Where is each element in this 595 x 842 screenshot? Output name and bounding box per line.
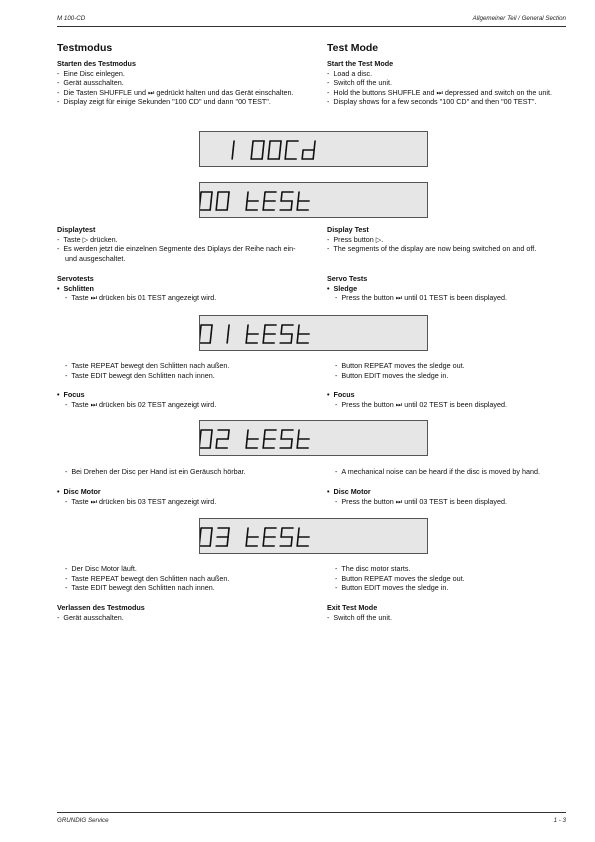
lcd-char	[263, 430, 276, 448]
en-display-heading: Display Test	[327, 225, 369, 234]
lcd-segment	[263, 334, 264, 343]
de-motor-results	[57, 564, 303, 593]
en-focus-result	[327, 467, 567, 477]
list-item: - Button EDIT moves the sledge in.	[335, 583, 449, 592]
list-item: - Button REPEAT moves the sledge out.	[335, 361, 465, 370]
lcd-segment	[228, 192, 229, 201]
lcd-segment	[263, 439, 264, 448]
en-intro	[327, 42, 567, 107]
list-item: - Press button ▷.	[327, 234, 384, 244]
lcd-segment	[246, 537, 247, 546]
lcd-segment	[291, 439, 292, 448]
lcd-display-100cd	[199, 131, 428, 167]
lcd-segment	[227, 334, 228, 343]
list-item: - Gerät ausschalten.	[57, 78, 124, 87]
de-focus	[57, 390, 303, 409]
list-item: - Taste EDIT bewegt den Schlitten nach innen.	[65, 370, 215, 380]
lcd-display-02-test	[199, 420, 428, 456]
lcd-segment	[291, 201, 292, 210]
lcd-display-03-test	[199, 518, 428, 554]
bullet-item: • Schlitten	[57, 283, 94, 293]
en-servo	[327, 274, 567, 303]
lcd-segment	[247, 430, 248, 439]
lcd-char	[263, 528, 276, 546]
list-item: - Press the button ⏭ until 01 TEST is been displayed.	[335, 293, 508, 302]
lcd-segment	[263, 201, 264, 210]
lcd-segment	[298, 430, 299, 439]
de-focus-result	[57, 467, 303, 477]
lcd-char	[246, 528, 258, 546]
en-servo-heading: Servo Tests	[327, 274, 368, 283]
lcd-segment	[313, 150, 314, 159]
en-motor-results	[327, 564, 567, 593]
page-header	[57, 14, 566, 27]
lcd-char	[280, 430, 293, 448]
de-motor	[57, 487, 303, 506]
lcd-segment	[298, 192, 299, 201]
list-item: - Press the button ⏭ until 03 TEST is been displayed.	[335, 496, 508, 506]
lcd-segment	[211, 325, 212, 334]
lcd-segment	[210, 201, 211, 210]
lcd-char	[263, 325, 276, 343]
lcd-segment	[281, 325, 282, 334]
lcd-segment	[233, 141, 234, 150]
lcd-segment	[268, 150, 269, 159]
en-display-test	[327, 225, 567, 254]
lcd-segment	[216, 201, 217, 210]
list-item: - Button EDIT moves the sledge in.	[335, 370, 449, 380]
lcd-segment	[200, 192, 201, 201]
lcd-segment	[216, 439, 217, 448]
list-item: - Taste ▷ drücken.	[57, 234, 118, 244]
lcd-digits	[200, 421, 429, 457]
lcd-segment	[297, 537, 298, 546]
list-item: - Es werden jetzt die einzelnen Segmente des Diplays der Reihe nach ein- und ausgeschaltet.	[57, 244, 296, 263]
en-exit	[327, 603, 567, 622]
lcd-segment	[228, 528, 229, 537]
en-focus	[327, 390, 567, 409]
lcd-segment	[281, 528, 282, 537]
lcd-digits	[200, 316, 429, 352]
list-item: - Taste ⏭ drücken bis 02 TEST angezeigt wird.	[65, 399, 217, 409]
lcd-segment	[211, 430, 212, 439]
lcd-segment	[281, 192, 282, 201]
list-item: - Taste REPEAT bewegt den Schlitten nach außen.	[65, 573, 230, 583]
bullet-item: • Disc Motor	[327, 487, 371, 496]
list-item: - Button REPEAT moves the sledge out.	[335, 573, 465, 583]
de-exit	[57, 603, 303, 622]
lcd-char	[216, 430, 229, 448]
list-item: - Load a disc.	[327, 68, 373, 78]
lcd-segment	[228, 325, 229, 334]
lcd-char	[246, 192, 258, 210]
section-label: Allgemeiner Teil / General Section	[472, 15, 566, 22]
lcd-segment	[246, 334, 247, 343]
lcd-char	[232, 141, 234, 159]
lcd-char	[227, 325, 229, 343]
brand-label: GRUNDIG Service	[57, 817, 109, 824]
lcd-char	[297, 528, 309, 546]
lcd-digits	[200, 132, 429, 168]
de-display-test	[57, 225, 303, 263]
list-item: - Display shows for a few seconds "100 CD" and then "00 TEST".	[327, 97, 537, 106]
lcd-char	[285, 141, 298, 159]
lcd-segment	[210, 439, 211, 448]
list-item: - A mechanical noise can be heard if the disc is moved by hand.	[335, 467, 540, 476]
lcd-char	[200, 192, 212, 210]
lcd-segment	[264, 192, 265, 201]
list-item: - Eine Disc einlegen.	[57, 68, 125, 78]
lcd-segment	[232, 150, 233, 159]
de-exit-heading: Verlassen des Testmodus	[57, 603, 145, 612]
list-item: - Taste ⏭ drücken bis 03 TEST angezeigt wird.	[65, 496, 217, 506]
lcd-segment	[210, 334, 211, 343]
model-label: M 100-CD	[57, 15, 86, 22]
lcd-segment	[263, 537, 264, 546]
lcd-segment	[302, 150, 303, 159]
lcd-segment	[251, 150, 252, 159]
lcd-segment	[200, 325, 201, 334]
lcd-display-01-test	[199, 315, 428, 351]
lcd-char	[297, 192, 309, 210]
de-sledge-results	[57, 361, 303, 380]
lcd-segment	[264, 528, 265, 537]
de-start-heading: Starten des Testmodus	[57, 59, 136, 68]
lcd-segment	[281, 430, 282, 439]
list-item: - Taste EDIT bewegt den Schlitten nach innen.	[65, 583, 215, 592]
list-item: - Die Tasten SHUFFLE und ⏭ gedrückt halten und das Gerät einschalten.	[57, 87, 294, 97]
en-start-heading: Start the Test Mode	[327, 59, 394, 68]
lcd-char	[280, 192, 293, 210]
lcd-char	[200, 430, 212, 448]
lcd-segment	[211, 528, 212, 537]
bullet-item: • Disc Motor	[57, 487, 101, 496]
bullet-item: • Focus	[57, 390, 85, 399]
lcd-digits	[200, 519, 429, 555]
list-item: - Display zeigt für einige Sekunden "100 CD" und dann "00 TEST".	[57, 97, 271, 106]
de-display-heading: Displaytest	[57, 225, 96, 234]
bullet-item: • Sledge	[327, 283, 358, 293]
lcd-segment	[298, 325, 299, 334]
lcd-char	[280, 325, 293, 343]
lcd-segment	[286, 141, 287, 150]
lcd-char	[200, 325, 212, 343]
lcd-segment	[291, 537, 292, 546]
lcd-segment	[200, 430, 201, 439]
lcd-segment	[217, 192, 218, 201]
lcd-char	[246, 430, 258, 448]
list-item: - The segments of the display are now being switched on and off.	[327, 244, 537, 253]
lcd-digits	[200, 183, 429, 219]
lcd-segment	[314, 141, 315, 150]
lcd-segment	[228, 430, 229, 439]
list-item: - Taste ⏭ drücken bis 01 TEST angezeigt wird.	[65, 293, 217, 302]
de-intro	[57, 42, 303, 107]
lcd-segment	[285, 150, 286, 159]
list-item: - The disc motor starts.	[335, 564, 411, 573]
lcd-segment	[298, 528, 299, 537]
lcd-segment	[279, 150, 280, 159]
lcd-segment	[247, 192, 248, 201]
lcd-segment	[297, 201, 298, 210]
lcd-segment	[291, 334, 292, 343]
lcd-segment	[227, 201, 228, 210]
lcd-segment	[297, 334, 298, 343]
lcd-segment	[247, 528, 248, 537]
list-item: - Taste REPEAT bewegt den Schlitten nach außen.	[65, 361, 230, 370]
list-item: - Der Disc Motor läuft.	[65, 564, 137, 573]
page-footer	[57, 812, 566, 827]
lcd-char	[200, 528, 212, 546]
lcd-segment	[211, 192, 212, 201]
de-title: Testmodus	[57, 42, 113, 54]
lcd-segment	[297, 439, 298, 448]
list-item: - Bei Drehen der Disc per Hand ist ein Geräusch hörbar.	[65, 467, 246, 476]
lcd-segment	[200, 528, 201, 537]
page-number: 1 - 3	[553, 817, 566, 824]
lcd-segment	[280, 141, 281, 150]
lcd-char	[297, 430, 309, 448]
lcd-segment	[262, 150, 263, 159]
lcd-char	[263, 192, 276, 210]
en-sledge-results	[327, 361, 567, 380]
list-item: - Hold the buttons SHUFFLE and ⏭ depressed and switch on the unit.	[327, 87, 553, 97]
lcd-segment	[263, 141, 264, 150]
de-servo	[57, 274, 303, 303]
lcd-char	[268, 141, 281, 159]
lcd-segment	[264, 430, 265, 439]
en-exit-heading: Exit Test Mode	[327, 603, 378, 612]
lcd-char	[246, 325, 258, 343]
lcd-segment	[269, 141, 270, 150]
list-item: - Press the button ⏭ until 02 TEST is been displayed.	[335, 399, 508, 409]
en-motor	[327, 487, 567, 506]
lcd-char	[280, 528, 293, 546]
lcd-segment	[227, 537, 228, 546]
list-item: - Switch off the unit.	[327, 78, 392, 87]
en-title: Test Mode	[327, 42, 379, 54]
list-item: - Gerät ausschalten.	[57, 612, 124, 622]
lcd-char	[297, 325, 309, 343]
de-servo-heading: Servotests	[57, 274, 94, 283]
lcd-segment	[246, 201, 247, 210]
lcd-segment	[264, 325, 265, 334]
lcd-segment	[252, 141, 253, 150]
lcd-segment	[210, 537, 211, 546]
lcd-char	[216, 528, 229, 546]
lcd-segment	[246, 439, 247, 448]
lcd-segment	[247, 325, 248, 334]
list-item: - Switch off the unit.	[327, 612, 392, 622]
lcd-char	[251, 141, 264, 159]
lcd-char	[302, 141, 315, 159]
bullet-item: • Focus	[327, 390, 355, 399]
lcd-char	[216, 192, 229, 210]
lcd-display-00-test	[199, 182, 428, 218]
